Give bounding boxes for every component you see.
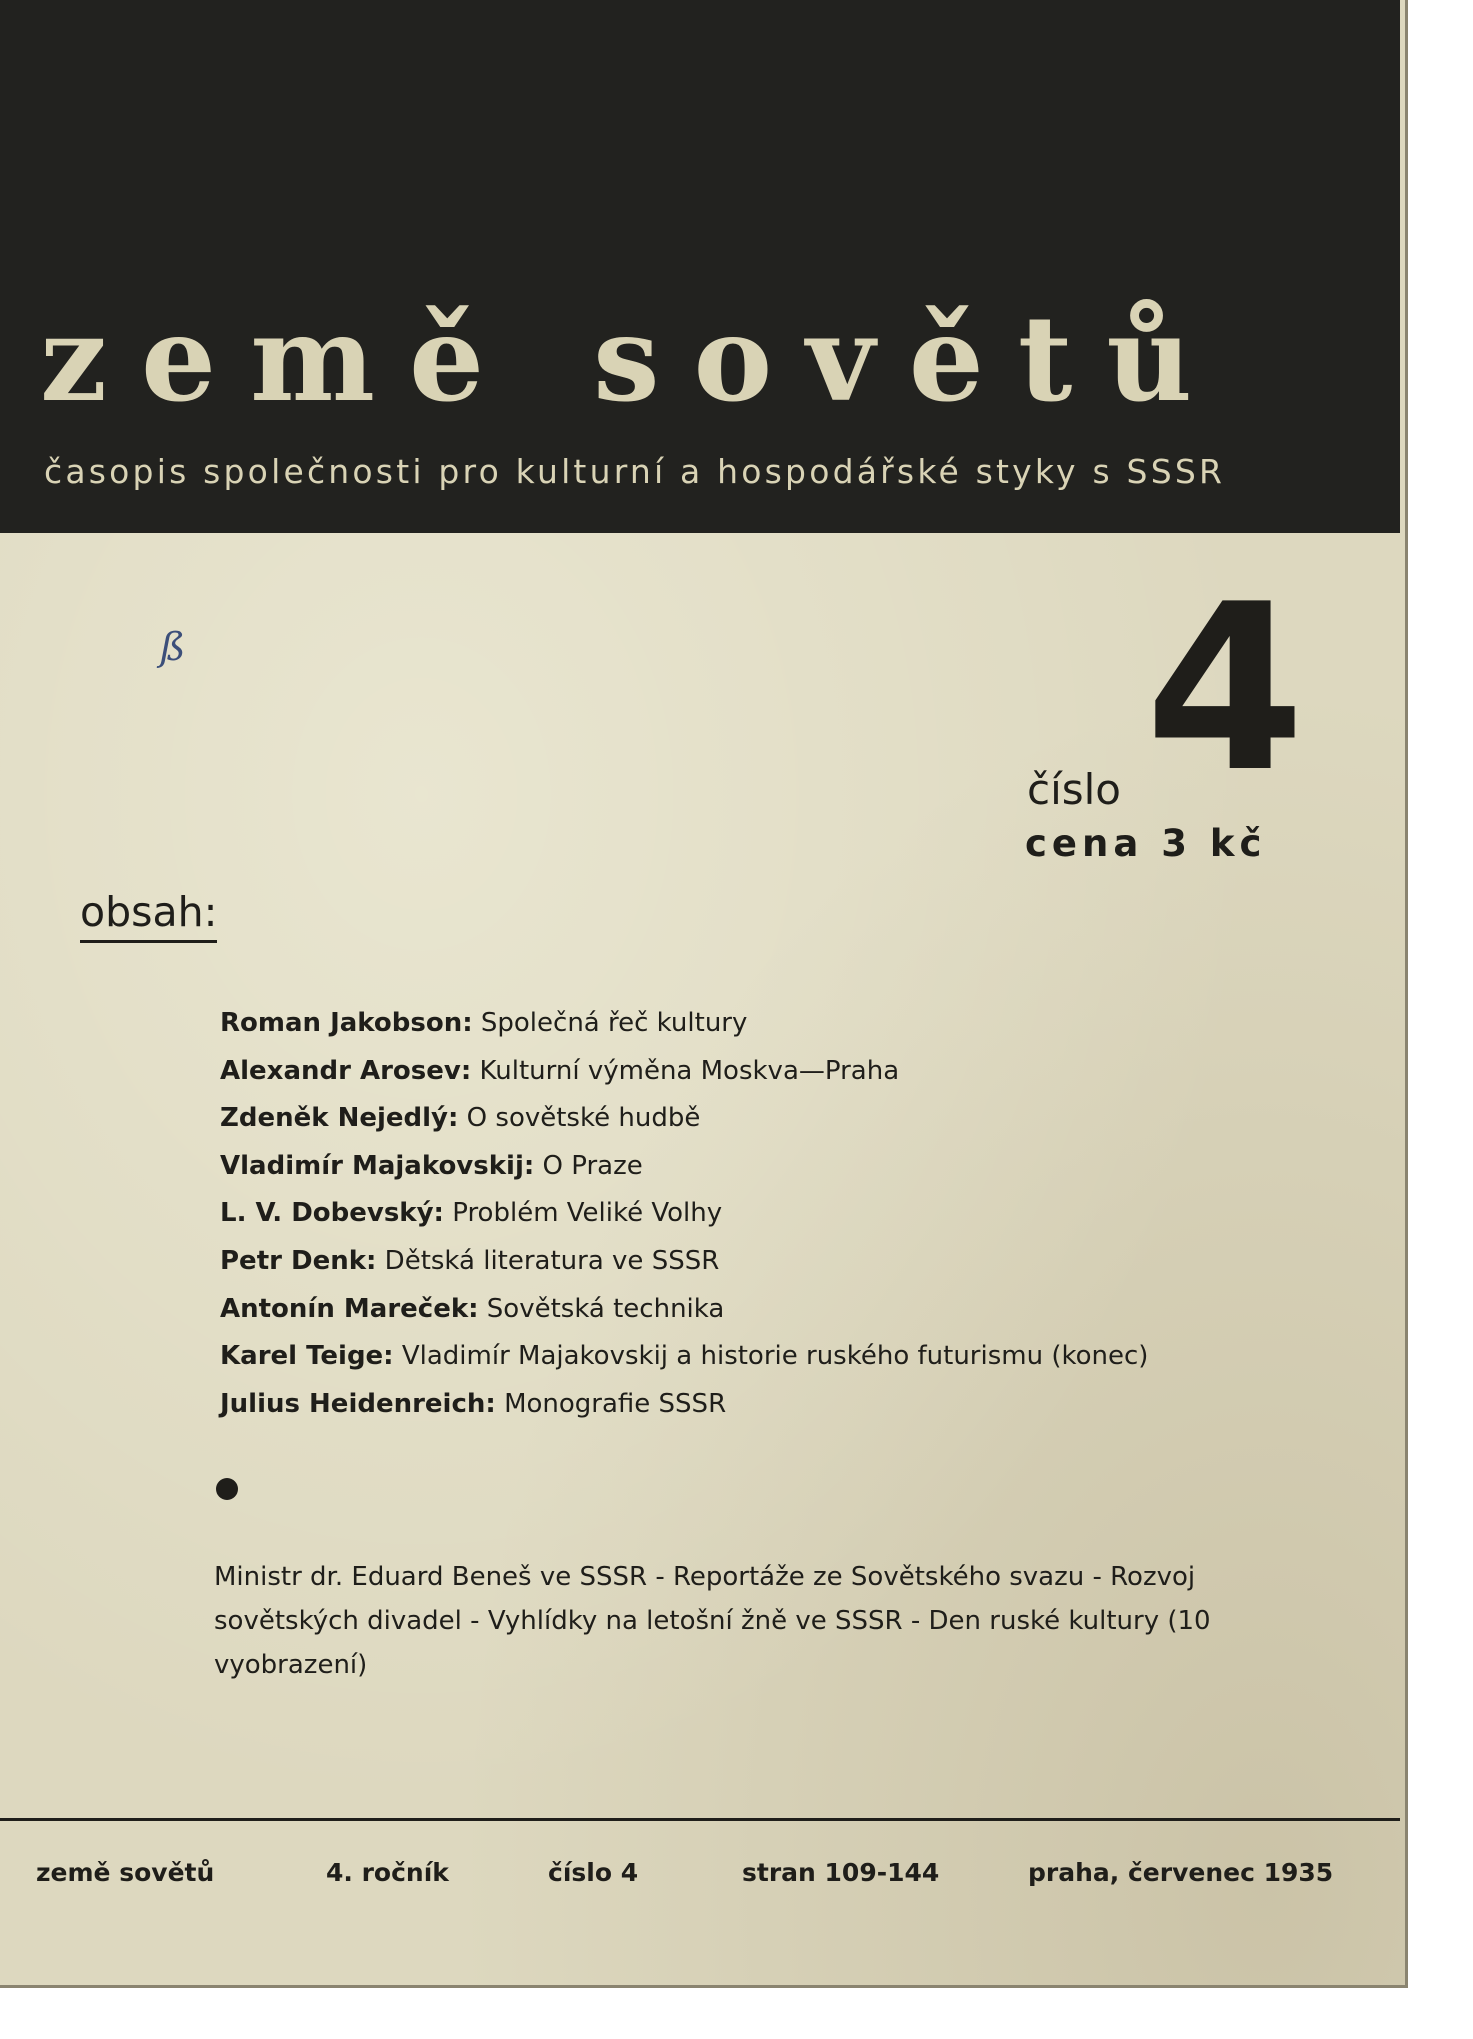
toc-author: Alexandr Arosev: xyxy=(220,1055,472,1086)
toc-title: Monografie SSSR xyxy=(504,1388,727,1419)
toc-item xyxy=(220,1333,1148,1381)
toc-author: Antonín Mareček: xyxy=(220,1293,479,1324)
toc-item xyxy=(220,1286,1148,1334)
masthead xyxy=(0,0,1400,533)
toc-item xyxy=(220,1095,1148,1143)
toc-title: Sovětská technika xyxy=(486,1293,725,1324)
footer-issue: číslo 4 xyxy=(548,1858,639,1887)
contents-heading: obsah: xyxy=(80,888,217,943)
toc-item xyxy=(220,1143,1148,1191)
footer-volume: 4. ročník xyxy=(326,1858,449,1887)
toc-author: Karel Teige: xyxy=(220,1341,394,1372)
toc-author: Zdeněk Nejedlý: xyxy=(220,1103,459,1134)
toc-item xyxy=(220,1190,1148,1238)
toc-item xyxy=(220,1048,1148,1096)
footer-rule xyxy=(0,1818,1400,1821)
toc-title: Dětská literatura ve SSSR xyxy=(384,1245,720,1276)
footer-magazine: země sovětů xyxy=(36,1858,215,1887)
toc-item xyxy=(220,1000,1148,1048)
toc-title: O sovětské hudbě xyxy=(466,1103,701,1134)
bullet-dot xyxy=(216,1478,238,1500)
toc-author: L. V. Dobevský: xyxy=(220,1198,444,1229)
toc-author: Julius Heidenreich: xyxy=(220,1388,496,1419)
issue-price: cena 3 kč xyxy=(1025,822,1267,865)
toc-title: Problém Veliké Volhy xyxy=(452,1198,723,1229)
toc-title: O Praze xyxy=(542,1150,643,1181)
toc-title: Vladimír Majakovskij a historie ruského futurismu (konec) xyxy=(401,1341,1149,1372)
toc-item xyxy=(220,1238,1148,1286)
magazine-title: země sovětů xyxy=(40,289,1227,428)
issue-label: číslo xyxy=(1027,765,1122,814)
table-of-contents xyxy=(220,1000,1148,1428)
toc-author: Petr Denk: xyxy=(220,1245,377,1276)
handwritten-mark: ß xyxy=(160,625,186,669)
toc-author: Roman Jakobson: xyxy=(220,1008,473,1038)
magazine-subtitle: časopis společnosti pro kulturní a hospodářské styky s SSSR xyxy=(44,452,1226,491)
footer-pages: stran 109-144 xyxy=(742,1858,940,1887)
toc-title: Kulturní výměna Moskva—Praha xyxy=(479,1055,900,1086)
toc-author: Vladimír Majakovskij: xyxy=(220,1150,535,1181)
toc-title: Společná řeč kultury xyxy=(480,1008,748,1038)
contents-extras: Ministr dr. Eduard Beneš ve SSSR - Reportáže ze Sovětského svazu - Rozvoj sovětských divadel - Vyhlídky na letošní žně ve SSSR - Den ruské kultury (10 vyobrazení) xyxy=(214,1562,1211,1680)
footer-place-date: praha, červenec 1935 xyxy=(1028,1858,1334,1887)
issue-number: 4 xyxy=(1145,556,1306,823)
toc-item xyxy=(220,1381,1148,1429)
